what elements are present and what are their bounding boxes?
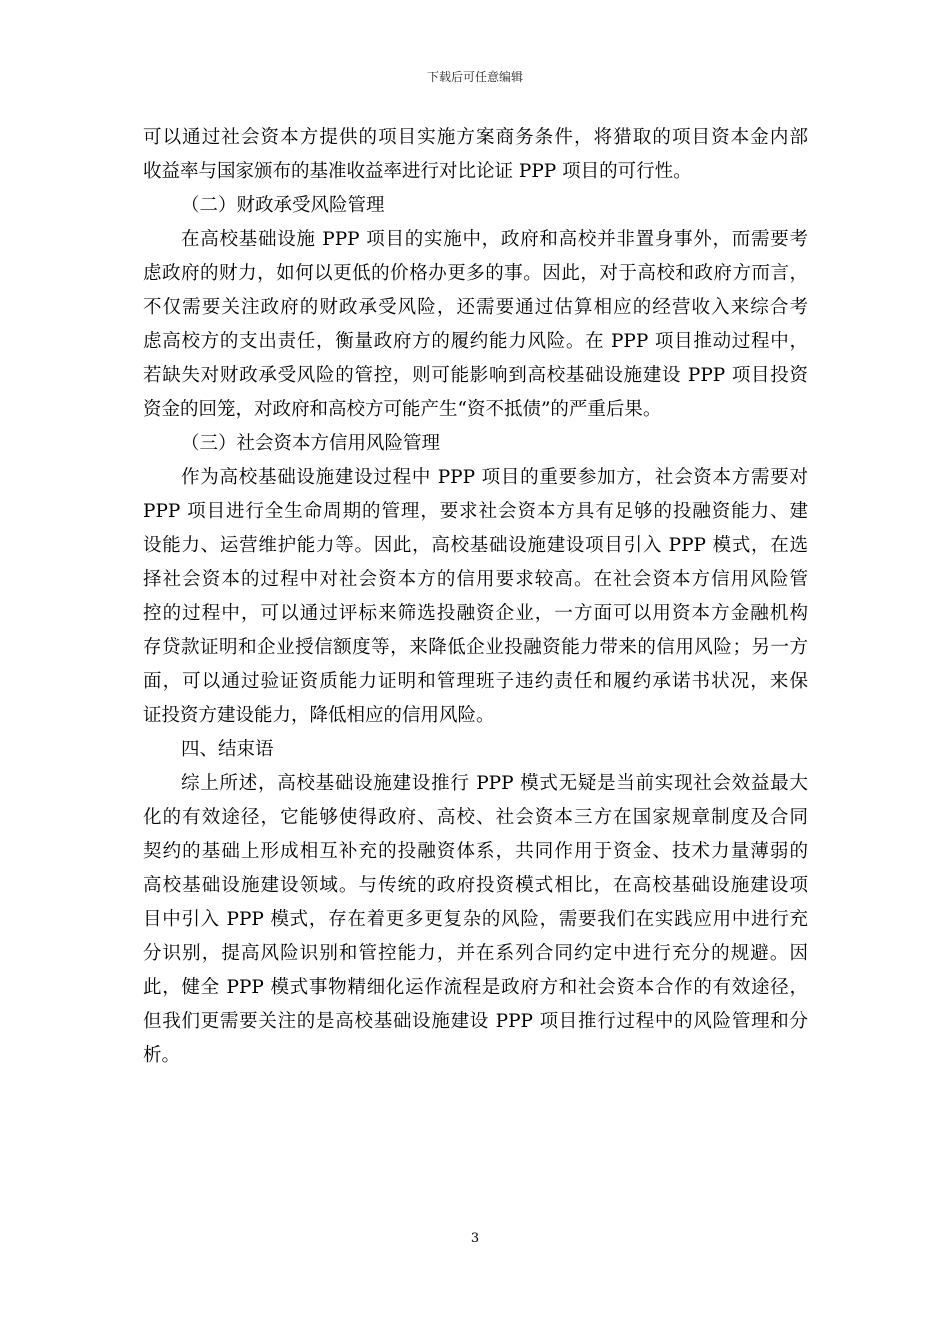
text-line: 资金的回笼，对政府和高校方可能产生“资不抵债”的严重后果。 xyxy=(143,399,662,420)
document-body xyxy=(143,121,808,1073)
section-heading: （三）社会资本方信用风险管理 xyxy=(181,433,441,454)
text-line: 但我们更需要关注的是高校基础设施建设 PPP 项目推行过程中的风险管理和分 xyxy=(143,1011,808,1032)
text-line: 不仅需要关注政府的财政承受风险，还需要通过估算相应的经营收入来综合考 xyxy=(143,297,808,318)
text-line: 化的有效途径，它能够使得政府、高校、社会资本三方在国家规章制度及合同 xyxy=(143,807,808,828)
text-line: 择社会资本的过程中对社会资本方的信用要求较高。在社会资本方信用风险管 xyxy=(143,569,808,590)
text-line: 虑政府的财力，如何以更低的价格办更多的事。因此，对于高校和政府方而言， xyxy=(143,263,808,284)
text-line: 控的过程中，可以通过评标来筛选投融资企业，一方面可以用资本方金融机构 xyxy=(143,603,808,624)
section-heading: （二）财政承受风险管理 xyxy=(181,195,385,216)
text-line: 面，可以通过验证资质能力证明和管理班子违约责任和履约承诺书状况，来保 xyxy=(143,671,808,692)
text-line: 存贷款证明和企业授信额度等，来降低企业投融资能力带来的信用风险；另一方 xyxy=(143,637,808,658)
text-line: 作为高校基础设施建设过程中 PPP 项目的重要参加方，社会资本方需要对 xyxy=(181,467,808,488)
page-header: 下载后可任意编辑 xyxy=(426,70,523,84)
text-line: 高校基础设施建设领域。与传统的政府投资模式相比，在高校基础设施建设项 xyxy=(143,875,808,896)
page-number: 3 xyxy=(470,1231,480,1246)
text-line: 此，健全 PPP 模式事物精细化运作流程是政府方和社会资本合作的有效途径， xyxy=(143,977,808,998)
text-line: 在高校基础设施 PPP 项目的实施中，政府和高校并非置身事外，而需要考 xyxy=(181,229,808,250)
text-line: 虑高校方的支出责任，衡量政府方的履约能力风险。在 PPP 项目推动过程中， xyxy=(143,331,808,352)
text-line: 收益率与国家颁布的基准收益率进行对比论证 PPP 项目的可行性。 xyxy=(143,161,692,182)
text-line: 若缺失对财政承受风险的管控，则可能影响到高校基础设施建设 PPP 项目投资 xyxy=(143,365,808,386)
text-line: 析。 xyxy=(143,1045,181,1066)
text-line: 目中引入 PPP 模式，存在着更多更复杂的风险，需要我们在实践应用中进行充 xyxy=(143,909,808,930)
text-line: PPP 项目进行全生命周期的管理，要求社会资本方具有足够的投融资能力、建 xyxy=(143,501,808,522)
section-heading: 四、结束语 xyxy=(181,739,274,760)
text-line: 可以通过社会资本方提供的项目实施方案商务条件，将猎取的项目资本金内部 xyxy=(143,127,808,148)
text-line: 证投资方建设能力，降低相应的信用风险。 xyxy=(143,705,495,726)
text-line: 设能力、运营维护能力等。因此，高校基础设施建设项目引入 PPP 模式，在选 xyxy=(143,535,808,556)
text-line: 分识别，提高风险识别和管控能力，并在系列合同约定中进行充分的规避。因 xyxy=(143,943,808,964)
text-line: 契约的基础上形成相互补充的投融资体系，共同作用于资金、技术力量薄弱的 xyxy=(143,841,808,862)
text-line: 综上所述，高校基础设施建设推行 PPP 模式无疑是当前实现社会效益最大 xyxy=(181,773,808,794)
